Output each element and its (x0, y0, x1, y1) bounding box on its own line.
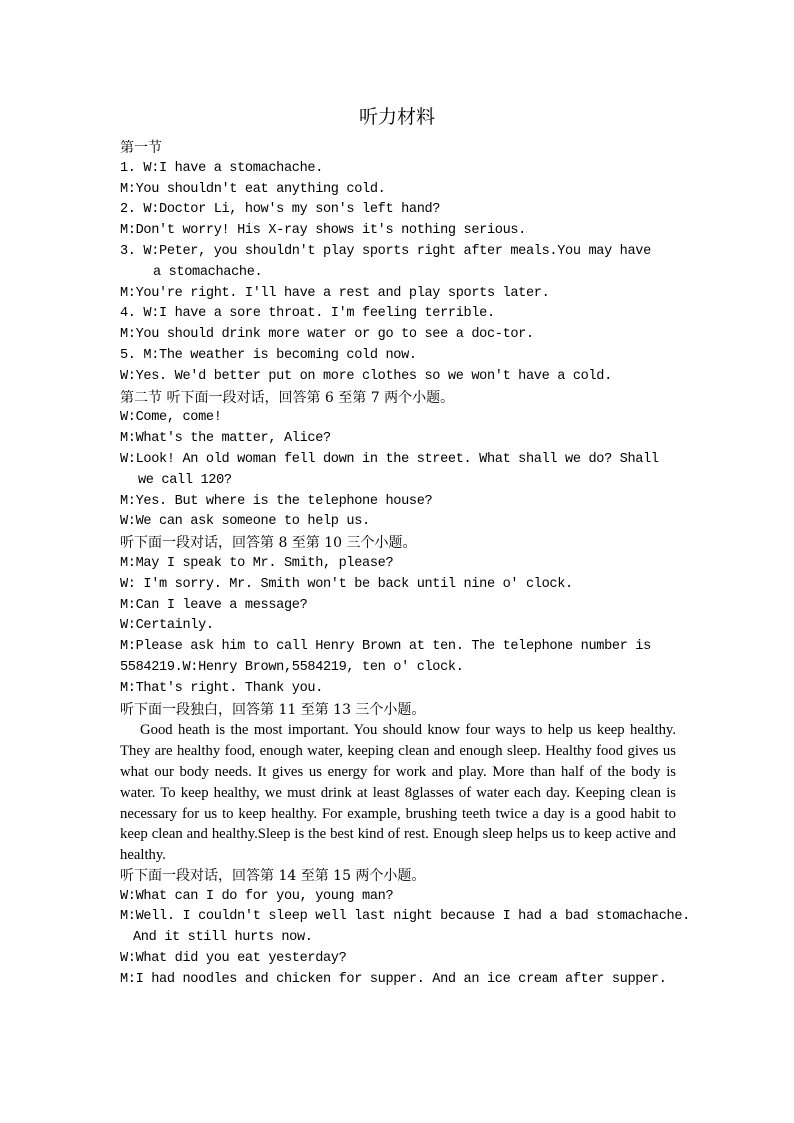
section-heading: 听下面一段对话，回答第 8 至第 10 三个小题。 (120, 535, 417, 552)
dialogue-line: M:May I speak to Mr. Smith, please? (120, 555, 394, 571)
dialogue-line: M:Yes. But where is the telephone house? (120, 493, 433, 509)
dialogue-line: 3. W:Peter, you shouldn't play sports right after meals.You may have (120, 243, 651, 259)
dialogue-line: W:Yes. We'd better put on more clothes so we won't have a cold. (120, 368, 612, 384)
dialogue-line: 5. M:The weather is becoming cold now. (120, 347, 417, 363)
dialogue-line: And it still hurts now. (133, 930, 313, 946)
section-heading: 第二节 听下面一段对话，回答第 6 至第 7 两个小题。 (120, 389, 455, 406)
monologue-paragraph: Good heath is the most important. You should know four ways to help us keep healthy. They are healthy food, enough water, keeping clean and enough sleep. Healthy food gives us what our body needs. It gives us energy for work and play. More than half of the body is water. To keep healthy, we must drink at least 8glasses of water each day. Keeping clean is necessary for us to keep healthy. For example, brushing teeth twice a day is a good habit to keep clean and healthy.Sleep is the best kind of rest. Enough sleep helps us to keep active and healthy. (120, 722, 676, 864)
dialogue-line: M:I had noodles and chicken for supper. And an ice cream after supper. (120, 971, 667, 987)
dialogue-line: M:Well. I couldn't sleep well last night because I had a bad stomachache. (120, 909, 690, 925)
dialogue-line: 5584219.W:Henry Brown,5584219, ten o' clock. (120, 659, 464, 675)
dialogue-line: 1. W:I have a stomachache. (120, 160, 323, 176)
dialogue-line: M:Can I leave a message? (120, 597, 308, 613)
dialogue-line: we call 120? (138, 472, 232, 488)
section-heading: 听下面一段独白，回答第 11 至第 13 三个小题。 (120, 701, 426, 718)
dialogue-line: 4. W:I have a sore throat. I'm feeling terrible. (120, 306, 495, 322)
page-title: 听力材料 (358, 106, 435, 128)
dialogue-line: M:That's right. Thank you. (120, 680, 323, 696)
dialogue-line: M:You're right. I'll have a rest and play sports later. (120, 285, 550, 301)
dialogue-line: W:What can I do for you, young man? (120, 888, 394, 904)
dialogue-line: 2. W:Doctor Li, how's my son's left hand? (120, 202, 441, 218)
dialogue-line: W:Look! An old woman fell down in the street. What shall we do? Shall (120, 451, 659, 467)
dialogue-line: a stomachache. (153, 264, 263, 280)
dialogue-line: W:We can ask someone to help us. (120, 514, 370, 530)
dialogue-line: W:Come, come! (120, 410, 222, 426)
dialogue-line: M:Please ask him to call Henry Brown at ten. The telephone number is (120, 639, 651, 655)
dialogue-line: M:What's the matter, Alice? (120, 431, 331, 447)
dialogue-line: M:Don't worry! His X-ray shows it's nothing serious. (120, 223, 526, 239)
dialogue-line: M:You should drink more water or go to see a doc-tor. (120, 327, 534, 343)
dialogue-line: W:What did you eat yesterday? (120, 951, 347, 967)
section-heading: 第一节 (120, 140, 162, 156)
dialogue-line: M:You shouldn't eat anything cold. (120, 181, 386, 197)
dialogue-line: W:Certainly. (120, 618, 214, 634)
section-heading: 听下面一段对话，回答第 14 至第 15 两个小题。 (120, 867, 426, 884)
document-body (120, 138, 690, 991)
dialogue-line: W: I'm sorry. Mr. Smith won't be back until nine o' clock. (120, 576, 573, 592)
